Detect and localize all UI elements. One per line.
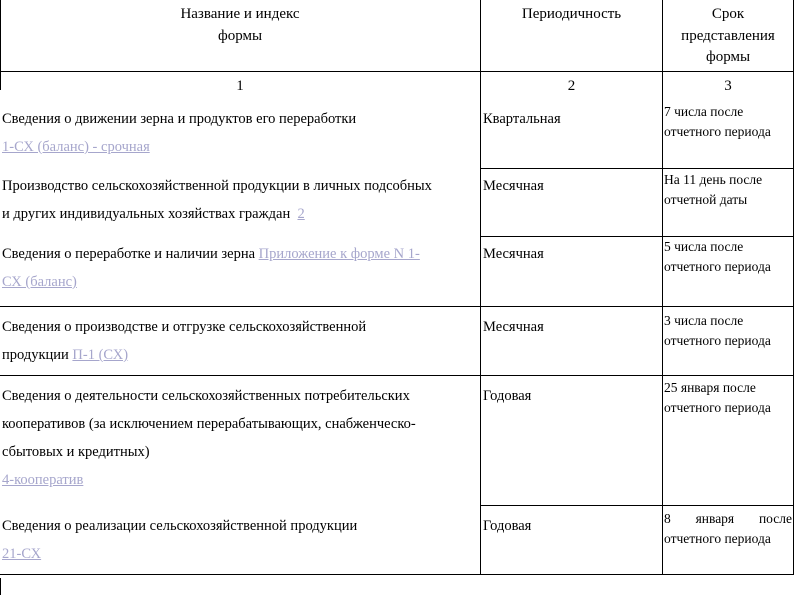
form-name: и других индивидуальных хозяйствах граждан — [2, 206, 291, 222]
header-text: Периодичность — [521, 6, 622, 22]
form-name: Производство сельскохозяйственной продукции в личных подсобных — [2, 178, 432, 194]
table-line — [0, 71, 794, 72]
table-line — [0, 375, 794, 376]
column-number: 2 — [567, 78, 576, 94]
form-name: продукции — [2, 347, 69, 363]
table-row — [2, 172, 480, 228]
term-line: На 11 день после — [664, 172, 763, 187]
table-line — [480, 505, 794, 506]
header-periodicity — [481, 4, 662, 26]
table-line — [0, 306, 794, 307]
header-term — [663, 4, 793, 69]
term — [664, 170, 792, 209]
table-row — [2, 512, 478, 568]
term — [664, 237, 792, 276]
term-line: 25 января после — [664, 380, 756, 395]
term — [664, 102, 792, 141]
table-row — [2, 382, 478, 494]
table-row — [2, 313, 478, 369]
term — [664, 378, 792, 417]
form-link[interactable]: П-1 (СХ) — [72, 347, 129, 363]
column-number: 3 — [724, 78, 732, 94]
form-name: Сведения о производстве и отгрузке сельскохозяйственной — [2, 319, 367, 335]
form-link[interactable]: 4-кооператив — [2, 472, 84, 488]
column-number: 1 — [236, 78, 244, 94]
form-name: Сведения о реализации сельскохозяйственной продукции — [2, 518, 358, 534]
form-link[interactable]: СХ (баланс) — [2, 274, 77, 290]
term-line: 7 числа после — [664, 104, 744, 119]
periodicity: Квартальная — [483, 111, 561, 127]
term-line: отчетного периода — [664, 399, 771, 415]
periodicity: Месячная — [483, 178, 544, 194]
table-line — [0, 578, 1, 595]
form-name: Сведения о движении зерна и продуктов его переработки — [2, 111, 357, 127]
term-line: 5 числа после — [664, 239, 744, 254]
header-text: Срок — [711, 6, 745, 22]
periodicity: Годовая — [483, 388, 532, 404]
form-name: Сведения о деятельности сельскохозяйственных потребительских — [2, 388, 410, 404]
form-link[interactable]: 1-СХ (баланс) - срочная — [2, 139, 150, 155]
header-text: представления — [681, 27, 775, 44]
term-line: 3 числа после — [664, 313, 744, 328]
term-line: отчетного периода — [664, 258, 771, 274]
term — [664, 311, 792, 350]
header-text: формы — [705, 49, 751, 65]
term-line: 8 января после — [664, 511, 792, 526]
table-line — [0, 574, 794, 575]
periodicity: Годовая — [483, 518, 532, 534]
table-line — [480, 168, 794, 169]
form-link[interactable]: Приложение к форме N 1- — [258, 246, 420, 262]
form-name: сбытовых и кредитных) — [2, 444, 150, 460]
header-text: Название и индекс — [180, 6, 300, 22]
term-line: отчетной даты — [664, 191, 748, 207]
table-row — [2, 240, 478, 296]
periodicity: Месячная — [483, 246, 544, 262]
term-line: отчетного периода — [664, 332, 771, 348]
header-form-name — [0, 4, 480, 47]
form-name: кооперативов (за исключением перерабатывающих, снабженческо- — [2, 416, 416, 432]
form-link[interactable]: 2 — [297, 206, 305, 222]
header-text: формы — [217, 27, 263, 44]
form-name: Сведения о переработке и наличии зерна — [2, 246, 256, 262]
periodicity: Месячная — [483, 319, 544, 335]
term-line: отчетного периода — [664, 123, 771, 139]
term — [664, 509, 792, 548]
table-row — [2, 105, 478, 161]
term-line: отчетного периода — [664, 530, 771, 546]
form-link[interactable]: 21-СХ — [2, 546, 42, 562]
